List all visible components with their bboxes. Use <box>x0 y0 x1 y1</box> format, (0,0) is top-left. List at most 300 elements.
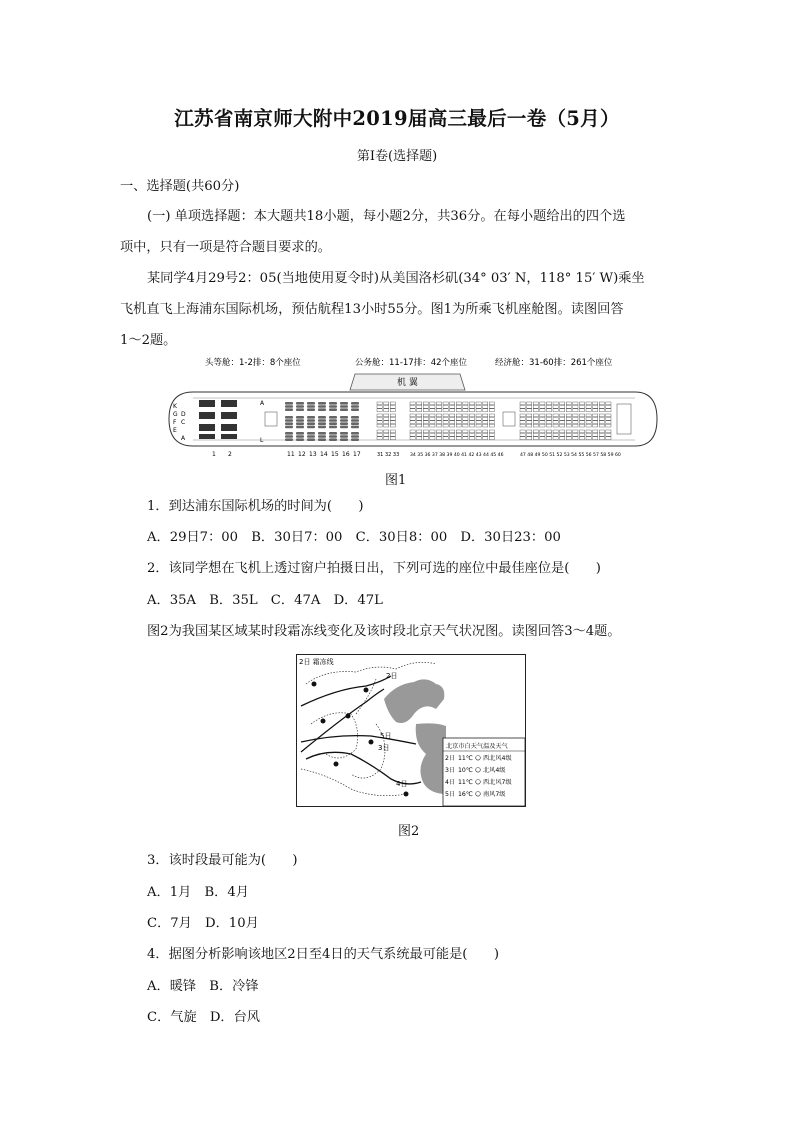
economy-seat <box>527 402 532 405</box>
business-row-number: 15 <box>331 451 339 458</box>
economy-seat <box>436 424 441 427</box>
page-title: 江苏省南京师大附中2019届高三最后一卷（5月） <box>174 107 620 130</box>
economy-seat <box>566 437 571 440</box>
economy-seat <box>593 414 598 417</box>
economy-seat <box>599 421 604 424</box>
economy-seat <box>417 402 422 405</box>
economy-seat <box>489 414 494 417</box>
economy-seat <box>606 409 611 412</box>
business-seat <box>285 435 293 438</box>
economy-seat <box>553 430 558 433</box>
economy-seat <box>423 402 428 405</box>
economy-seat <box>566 433 571 436</box>
economy-seat <box>423 405 428 408</box>
business-seat <box>307 402 315 405</box>
business-row-number: 14 <box>320 451 328 458</box>
economy-seat <box>599 424 604 427</box>
business-seat <box>329 435 337 438</box>
business-seat <box>340 402 348 405</box>
business-row-number: 11 <box>287 451 295 458</box>
economy-seat <box>527 421 532 424</box>
economy-seat <box>463 424 468 427</box>
economy-seat <box>410 414 415 417</box>
economy-seat <box>443 409 448 412</box>
economy-seat <box>540 430 545 433</box>
economy-seat <box>586 405 591 408</box>
economy-seat <box>476 433 481 436</box>
economy-seat <box>443 405 448 408</box>
economy-seat <box>540 437 545 440</box>
question-3: 3．该时段最可能为( ) <box>147 853 298 868</box>
economy-seat <box>599 409 604 412</box>
economy-seat <box>377 402 382 405</box>
label-day5: 5日 <box>380 732 392 740</box>
economy-seat <box>546 424 551 427</box>
economy-seat <box>579 409 584 412</box>
business-seat <box>307 426 315 429</box>
economy-seat <box>546 409 551 412</box>
economy-seat <box>384 402 389 405</box>
economy-seat <box>390 405 395 408</box>
economy-seat <box>527 405 532 408</box>
business-seat <box>318 435 326 438</box>
economy-seat <box>553 433 558 436</box>
business-seat <box>351 438 359 441</box>
economy-seat <box>520 409 525 412</box>
economy-seat <box>606 402 611 405</box>
weather-wind: 西北风4级 <box>483 755 512 762</box>
economy-seat <box>436 421 441 424</box>
economy-seat <box>573 437 578 440</box>
business-seat <box>285 405 293 408</box>
economy-seat <box>436 409 441 412</box>
economy-seat <box>469 421 474 424</box>
economy-seat <box>476 402 481 405</box>
economy-seat <box>586 421 591 424</box>
economy-seat <box>489 402 494 405</box>
business-seat <box>318 426 326 429</box>
economy-seat <box>606 421 611 424</box>
economy-seat <box>553 437 558 440</box>
economy-seat <box>443 414 448 417</box>
weather-day: 3日 <box>445 767 456 774</box>
label-day3: 3日 <box>378 744 390 752</box>
galley <box>265 412 277 426</box>
economy-seat <box>566 430 571 433</box>
economy-seat <box>476 409 481 412</box>
economy-seat <box>390 421 395 424</box>
economy-seat <box>579 402 584 405</box>
business-seat <box>318 405 326 408</box>
economy-seat <box>443 433 448 436</box>
business-seat <box>351 422 359 425</box>
economy-seat <box>586 409 591 412</box>
seat-letter-d: D <box>181 411 186 418</box>
economy-seat <box>469 409 474 412</box>
economy-seat <box>546 430 551 433</box>
economy-seat <box>546 437 551 440</box>
business-seat <box>318 402 326 405</box>
economy-seat <box>469 424 474 427</box>
passage-1-line-1: 某同学4月29号2：05(当地使用夏令时)从美国洛杉矶(34° 03′ N，118° 15′ W)乘坐 <box>147 271 645 286</box>
economy-seat <box>593 405 598 408</box>
seat-letter-a-marker: A <box>260 400 265 407</box>
economy-seat <box>560 402 565 405</box>
economy-seat <box>417 417 422 420</box>
economy-seat <box>377 437 382 440</box>
economy-seat <box>390 437 395 440</box>
economy-seat <box>377 430 382 433</box>
economy-seat <box>546 417 551 420</box>
economy-seat <box>377 433 382 436</box>
economy-seat <box>384 417 389 420</box>
economy-seat <box>520 430 525 433</box>
economy-seat <box>443 402 448 405</box>
business-seat <box>307 419 315 422</box>
economy-seat <box>553 405 558 408</box>
instruction-line-1: (一) 单项选择题：本大题共18小题，每小题2分，共36分。在每小题给出的四个选 <box>147 209 626 224</box>
economy-seat <box>606 417 611 420</box>
economy-seat <box>410 405 415 408</box>
economy-seat <box>546 405 551 408</box>
economy-seat <box>469 433 474 436</box>
economy-seat <box>436 414 441 417</box>
seat-letter-f: F <box>173 419 177 426</box>
economy-seat <box>450 402 455 405</box>
weather-day: 2日 <box>445 755 456 762</box>
economy-seat <box>540 424 545 427</box>
business-seat <box>340 419 348 422</box>
economy-seat <box>579 430 584 433</box>
economy-seat <box>586 402 591 405</box>
business-row-number: 17 <box>353 451 361 458</box>
seat-letter-l-marker: L <box>260 437 264 444</box>
business-class-seats <box>285 402 359 441</box>
row-number-1: 1 <box>212 451 216 458</box>
economy-seat <box>384 430 389 433</box>
seat-letter-a: A <box>181 435 186 442</box>
economy-seat <box>450 437 455 440</box>
business-seat <box>329 426 337 429</box>
economy-seat <box>533 421 538 424</box>
economy-seat <box>579 437 584 440</box>
business-seat <box>351 408 359 411</box>
economy-seat <box>443 430 448 433</box>
business-seat <box>318 408 326 411</box>
economy-seat <box>469 437 474 440</box>
economy-seat <box>456 430 461 433</box>
economy-seat <box>489 437 494 440</box>
economy-seat <box>566 405 571 408</box>
business-seat <box>296 416 304 419</box>
business-seat <box>296 432 304 435</box>
seat-letter-c: C <box>181 419 186 426</box>
economy-seat <box>423 414 428 417</box>
economy-seat <box>533 430 538 433</box>
frost-line-map <box>296 654 526 807</box>
economy-seat <box>593 437 598 440</box>
economy-seat <box>566 417 571 420</box>
business-row-numbers <box>287 451 361 458</box>
economy-seat <box>430 433 435 436</box>
economy-seat <box>456 405 461 408</box>
economy-seat <box>390 424 395 427</box>
economy-seat <box>489 405 494 408</box>
economy-seat <box>423 437 428 440</box>
economy-seat <box>430 421 435 424</box>
label-day4: 4日 <box>396 780 408 788</box>
economy-seat <box>520 405 525 408</box>
economy-seat <box>450 414 455 417</box>
economy-seat <box>430 437 435 440</box>
seat-map-figure <box>165 352 665 464</box>
economy-seat <box>417 414 422 417</box>
economy-seat <box>450 409 455 412</box>
economy-seat <box>456 424 461 427</box>
economy-seat <box>377 414 382 417</box>
economy-seat <box>560 433 565 436</box>
business-seat <box>296 438 304 441</box>
economy-seat <box>546 421 551 424</box>
economy-seat <box>489 424 494 427</box>
economy-seat <box>463 409 468 412</box>
economy-seat <box>483 437 488 440</box>
question-4-options-cd: C．气旋 D．台风 <box>147 1010 260 1025</box>
business-seat <box>285 402 293 405</box>
section-heading: 第Ⅰ卷(选择题) <box>356 149 438 164</box>
business-seat <box>329 416 337 419</box>
business-seat <box>285 422 293 425</box>
economy-seat <box>586 414 591 417</box>
economy-seat <box>384 405 389 408</box>
economy-seat <box>417 405 422 408</box>
economy-seat <box>476 424 481 427</box>
business-seat <box>296 419 304 422</box>
economy-seat <box>476 421 481 424</box>
label-day2: 2日 <box>386 672 398 680</box>
galley <box>617 404 631 434</box>
instruction-line-2: 项中，只有一项是符合题目要求的。 <box>120 240 331 255</box>
economy-seat <box>456 402 461 405</box>
economy-seat <box>410 437 415 440</box>
economy-seat <box>410 417 415 420</box>
economy-seat <box>599 405 604 408</box>
economy-seat <box>606 433 611 436</box>
economy-seat <box>483 409 488 412</box>
weather-wind: 北风4级 <box>483 767 506 774</box>
economy-seat <box>423 417 428 420</box>
business-seat <box>340 438 348 441</box>
business-seat <box>329 432 337 435</box>
business-seat <box>340 432 348 435</box>
economy-seat <box>450 433 455 436</box>
economy-seat <box>527 409 532 412</box>
economy-seat <box>533 414 538 417</box>
economy-seat <box>593 430 598 433</box>
economy-seat <box>520 421 525 424</box>
economy-seat <box>469 414 474 417</box>
economy-seat <box>560 421 565 424</box>
business-seat <box>351 402 359 405</box>
economy-seat <box>384 433 389 436</box>
economy-seat <box>553 402 558 405</box>
question-2-options: A．35A B．35L C．47A D．47L <box>147 593 383 608</box>
economy-seat <box>450 424 455 427</box>
economy-seat <box>410 409 415 412</box>
business-seat <box>285 416 293 419</box>
part-heading: 一、选择题(共60分) <box>120 179 240 194</box>
economy-seat <box>417 421 422 424</box>
economy-seat <box>560 417 565 420</box>
business-class-header: 公务舱：11-17排：42个座位 <box>355 358 468 368</box>
economy-seat <box>566 414 571 417</box>
economy-rows-rear: 47 48 49 50 51 52 53 54 55 56 57 58 59 60 <box>520 453 621 458</box>
business-seat <box>329 405 337 408</box>
business-seat <box>307 416 315 419</box>
row-number-2: 2 <box>228 451 232 458</box>
economy-seat <box>593 433 598 436</box>
economy-rows-mid: 31 32 33 <box>377 452 400 458</box>
economy-seat <box>430 417 435 420</box>
economy-seat <box>436 437 441 440</box>
economy-seat <box>599 437 604 440</box>
economy-seat <box>540 402 545 405</box>
economy-seat <box>553 421 558 424</box>
economy-seat <box>533 417 538 420</box>
economy-seat <box>533 402 538 405</box>
economy-seat <box>573 405 578 408</box>
business-seat <box>285 419 293 422</box>
business-seat <box>296 408 304 411</box>
economy-seat <box>527 424 532 427</box>
economy-seat <box>456 421 461 424</box>
economy-seat <box>443 424 448 427</box>
economy-seat <box>540 414 545 417</box>
business-row-number: 13 <box>309 451 317 458</box>
economy-seat <box>469 430 474 433</box>
passage-2: 图2为我国某区域某时段霜冻线变化及该时段北京天气状况图。读图回答3～4题。 <box>147 624 621 639</box>
economy-rows-front: 34 35 36 37 38 39 40 41 42 43 44 45 46 <box>410 453 504 458</box>
business-seat <box>351 419 359 422</box>
economy-seat <box>533 409 538 412</box>
economy-seat <box>417 424 422 427</box>
economy-seat <box>423 430 428 433</box>
business-seat <box>296 422 304 425</box>
economy-seat <box>384 437 389 440</box>
business-seat <box>307 422 315 425</box>
economy-seat <box>450 421 455 424</box>
economy-seat <box>573 417 578 420</box>
business-seat <box>285 432 293 435</box>
economy-seat <box>586 424 591 427</box>
economy-seat <box>436 433 441 436</box>
business-seat <box>318 416 326 419</box>
economy-seat <box>527 414 532 417</box>
economy-seat <box>489 421 494 424</box>
economy-seat <box>423 424 428 427</box>
economy-seat <box>384 424 389 427</box>
economy-seat <box>430 414 435 417</box>
economy-seat <box>599 433 604 436</box>
economy-seat <box>483 430 488 433</box>
economy-seat <box>579 405 584 408</box>
seat-letter-e: E <box>173 427 177 434</box>
economy-seat <box>483 402 488 405</box>
business-seat <box>340 408 348 411</box>
economy-seat <box>417 409 422 412</box>
economy-seat <box>573 424 578 427</box>
economy-seat <box>533 405 538 408</box>
economy-seat <box>476 414 481 417</box>
economy-seat <box>384 409 389 412</box>
business-seat <box>318 438 326 441</box>
economy-seat <box>573 433 578 436</box>
economy-seat <box>533 433 538 436</box>
weather-table-title: 北京市白天气温及天气 <box>446 743 508 750</box>
economy-seat <box>456 417 461 420</box>
economy-seat <box>579 424 584 427</box>
business-seat <box>307 408 315 411</box>
economy-seat <box>566 402 571 405</box>
economy-seat <box>573 430 578 433</box>
economy-seat <box>410 433 415 436</box>
economy-seat <box>476 417 481 420</box>
economy-seat <box>463 437 468 440</box>
economy-seat <box>390 402 395 405</box>
weather-temp: 11℃ <box>458 779 473 786</box>
business-seat <box>318 419 326 422</box>
economy-seat <box>377 405 382 408</box>
economy-seat <box>520 402 525 405</box>
business-seat <box>351 426 359 429</box>
economy-seat <box>483 424 488 427</box>
economy-seat <box>533 424 538 427</box>
business-seat <box>351 416 359 419</box>
weather-day: 4日 <box>445 779 456 786</box>
business-seat <box>307 435 315 438</box>
economy-seat <box>469 417 474 420</box>
question-3-options-cd: C．7月 D．10月 <box>147 916 259 931</box>
weather-temp: 11℃ <box>458 755 473 762</box>
economy-seat <box>423 421 428 424</box>
economy-seat <box>456 437 461 440</box>
economy-seat <box>390 433 395 436</box>
first-class-letters <box>173 403 186 442</box>
economy-seat <box>540 417 545 420</box>
economy-seat <box>469 405 474 408</box>
business-row-number: 16 <box>342 451 350 458</box>
weather-day: 5日 <box>445 791 456 798</box>
business-row-number: 12 <box>298 451 306 458</box>
business-seat <box>318 422 326 425</box>
seat-letter-k: K <box>173 403 177 410</box>
economy-seat <box>463 421 468 424</box>
economy-seat <box>579 417 584 420</box>
first-class-seats <box>199 400 237 439</box>
business-seat <box>296 426 304 429</box>
figure-1-caption: 图1 <box>385 473 407 488</box>
passage-1-line-3: 1～2题。 <box>120 333 177 348</box>
question-4: 4．据图分析影响该地区2日至4日的天气系统最可能是( ) <box>147 947 499 962</box>
economy-seat <box>527 433 532 436</box>
economy-seat <box>573 402 578 405</box>
economy-seat <box>520 437 525 440</box>
economy-seat <box>410 402 415 405</box>
business-seat <box>285 426 293 429</box>
economy-seat <box>476 430 481 433</box>
economy-seat <box>540 433 545 436</box>
economy-seat <box>593 409 598 412</box>
